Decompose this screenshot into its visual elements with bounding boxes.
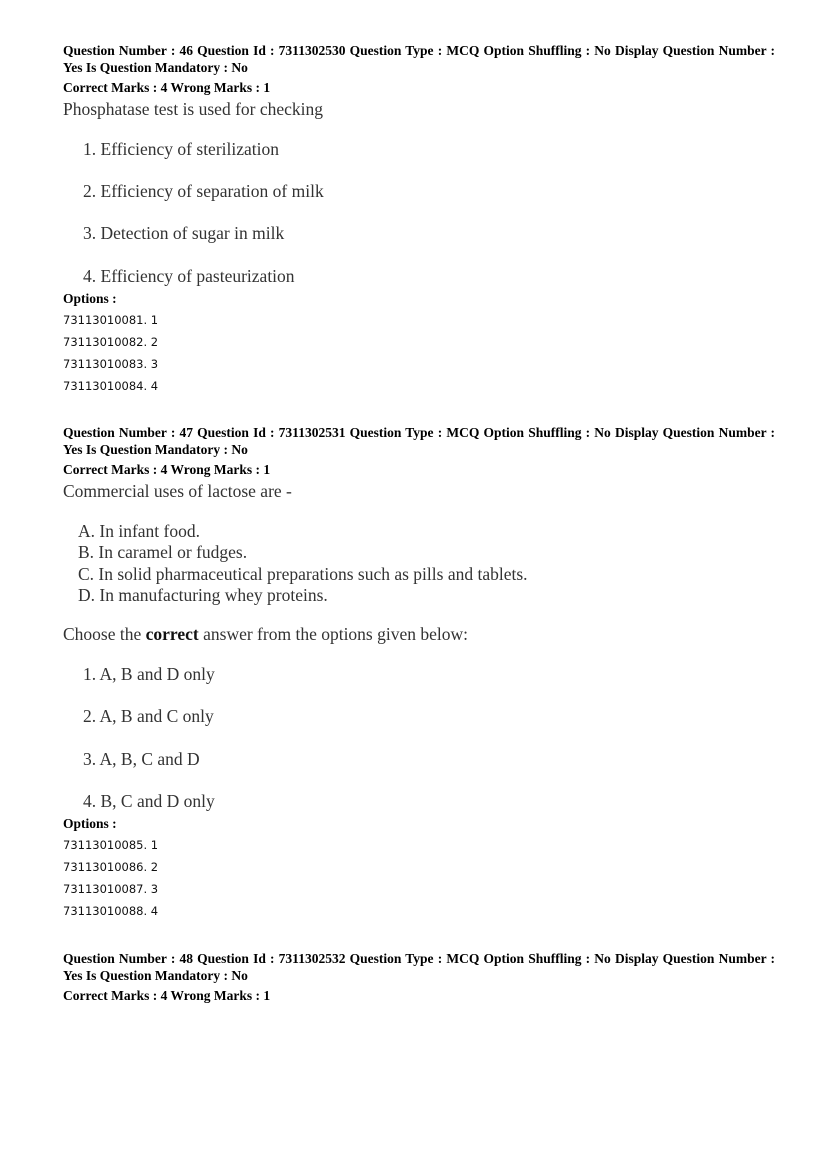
- question-46-option-2: 73113010082. 2: [63, 335, 159, 349]
- question-47-options-label: Options :: [63, 816, 117, 831]
- question-46-option-4: 73113010084. 4: [63, 379, 159, 393]
- question-47-choice-4: 4. B, C and D only: [83, 791, 215, 811]
- question-47-statement-a: A. In infant food.: [78, 521, 200, 541]
- question-46-choice-1: 1. Efficiency of sterilization: [83, 139, 279, 159]
- question-48-marks: Correct Marks : 4 Wrong Marks : 1: [63, 988, 271, 1003]
- instruction-post: answer from the options given below:: [198, 624, 469, 644]
- question-47-option-2: 73113010086. 2: [63, 860, 159, 874]
- question-47-choice-3: 3. A, B, C and D: [83, 749, 200, 769]
- question-46-stem: Phosphatase test is used for checking: [63, 99, 324, 119]
- question-46-meta: Question Number : 46 Question Id : 7311302530 Question Type : MCQ Option Shuffling : No Display Question Number : Yes Is Question Mandatory : No: [63, 43, 775, 75]
- question-47-statement-b: B. In caramel or fudges.: [78, 542, 248, 562]
- question-47-statement-c: C. In solid pharmaceutical preparations such as pills and tablets.: [78, 564, 528, 584]
- question-46-choice-4: 4. Efficiency of pasteurization: [83, 266, 295, 286]
- instruction-emphasis: correct: [145, 624, 199, 644]
- question-47-statement-d: D. In manufacturing whey proteins.: [78, 585, 328, 605]
- instruction-pre: Choose the: [63, 624, 146, 644]
- question-47-marks: Correct Marks : 4 Wrong Marks : 1: [63, 462, 271, 477]
- question-46-options-label: Options :: [63, 291, 117, 306]
- question-47-instruction: [63, 624, 468, 644]
- question-46-option-1: 73113010081. 1: [63, 313, 159, 327]
- question-46-marks: Correct Marks : 4 Wrong Marks : 1: [63, 80, 271, 95]
- question-47-option-3: 73113010087. 3: [63, 882, 159, 896]
- question-46-choice-2: 2. Efficiency of separation of milk: [83, 181, 324, 201]
- question-47-choice-2: 2. A, B and C only: [83, 706, 214, 726]
- question-47-choice-1: 1. A, B and D only: [83, 664, 215, 684]
- question-47-option-1: 73113010085. 1: [63, 838, 159, 852]
- question-47-option-4: 73113010088. 4: [63, 904, 159, 918]
- question-47-stem: Commercial uses of lactose are -: [63, 481, 292, 501]
- question-46-option-3: 73113010083. 3: [63, 357, 159, 371]
- question-48-meta: Question Number : 48 Question Id : 7311302532 Question Type : MCQ Option Shuffling : No Display Question Number : Yes Is Question Mandatory : No: [63, 951, 775, 983]
- question-46-choice-3: 3. Detection of sugar in milk: [83, 223, 285, 243]
- question-47-meta: Question Number : 47 Question Id : 7311302531 Question Type : MCQ Option Shuffling : No Display Question Number : Yes Is Question Mandatory : No: [63, 425, 775, 457]
